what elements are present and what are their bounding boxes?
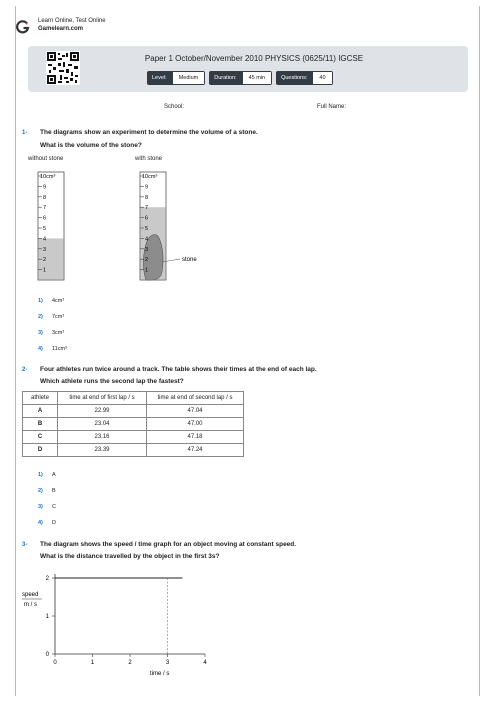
question-number-1: 1-: [22, 130, 28, 136]
table-cell: 23.04: [58, 418, 147, 431]
cylinder-tick-label: 9: [43, 184, 47, 191]
cylinder-with-stone: [140, 172, 197, 280]
cylinder-tick-label: 8: [145, 194, 149, 201]
table-cell: 23.39: [58, 444, 147, 457]
duration-pill: [209, 71, 272, 85]
cylinder-tick-label: 8: [43, 194, 47, 201]
table-cell: 47.04: [147, 405, 244, 418]
unit-label-left: 10cm³: [40, 174, 56, 180]
level-value: Medium: [172, 71, 206, 85]
question-1-subtext: What is the volume of the stone?: [40, 142, 142, 149]
question-number-3: 3-: [22, 542, 28, 548]
table-cell: A: [23, 405, 58, 418]
table-header: athlete: [23, 392, 58, 405]
duration-value: 45 min: [242, 71, 273, 85]
x-axis-label: time / s: [150, 671, 170, 677]
question-3-text: The diagram shows the speed / time graph for an object moving at constant speed.: [40, 541, 297, 548]
option-number: 1): [38, 472, 43, 478]
table-row: [23, 405, 244, 418]
x-tick-label: 4: [203, 660, 207, 666]
level-key: Level:: [147, 71, 172, 85]
duration-key: Duration:: [209, 71, 241, 85]
cylinder-tick-label: 5: [145, 226, 149, 232]
table-cell: 22.99: [58, 405, 147, 418]
full-name-label: Full Name:: [317, 104, 347, 110]
option-text: 11cm³: [52, 346, 67, 352]
option-text: 3cm³: [52, 330, 65, 336]
question-1-text: The diagrams show an experiment to determine the volume of a stone.: [40, 129, 258, 136]
cylinder-tick-label: 6: [43, 215, 47, 222]
table-header: time at end of second lap / s: [147, 392, 244, 405]
option-number: 2): [38, 314, 43, 320]
cylinder-without-stone: [38, 172, 64, 280]
table-header: time at end of first lap / s: [58, 392, 147, 405]
table-cell: C: [23, 431, 58, 444]
y-tick-label: 2: [45, 576, 49, 582]
option-text: 7cm³: [52, 314, 65, 320]
y-axis-unit: m / s: [24, 602, 37, 608]
question-number-2: 2-: [22, 367, 28, 373]
cylinder-tick-label: 9: [145, 184, 149, 191]
option-number: 4): [38, 520, 43, 526]
questions-pill: [276, 71, 332, 85]
option-number: 1): [38, 298, 43, 304]
speed-time-graph: [18, 565, 228, 683]
table-row: [23, 444, 244, 457]
cylinder-tick-label: 5: [43, 226, 47, 232]
brand: [16, 17, 106, 34]
cylinder-tick-label: 6: [145, 215, 149, 222]
x-tick-label: 1: [90, 660, 95, 666]
x-tick-label: 3: [165, 660, 170, 666]
table-cell: 47.24: [147, 444, 244, 457]
table-row: [23, 431, 244, 444]
table-cell: D: [23, 444, 58, 457]
unit-label-right: 10cm³: [142, 174, 158, 180]
option-text: B: [52, 488, 56, 494]
cylinder-tick-label: 1: [145, 267, 149, 274]
q2-option-2[interactable]: [38, 488, 56, 494]
x-tick-label: 2: [128, 660, 132, 666]
option-number: 3): [38, 330, 43, 336]
q2-option-3[interactable]: [38, 504, 56, 510]
level-pill: [147, 71, 205, 85]
school-label: School:: [164, 104, 185, 110]
gamelearn-logo-icon: [16, 20, 30, 34]
cylinder-tick-label: 3: [145, 246, 149, 253]
paper-meta: [147, 71, 333, 85]
lap-times-table: [22, 391, 244, 457]
stone-label: stone: [182, 257, 197, 263]
cylinder-tick-label: 3: [43, 246, 47, 253]
q2-option-1[interactable]: [38, 472, 56, 478]
option-text: C: [52, 504, 56, 510]
option-number: 2): [38, 488, 43, 494]
option-text: A: [52, 472, 56, 478]
question-3-subtext: What is the distance travelled by the object in the first 3s?: [40, 553, 220, 560]
cylinder-tick-label: 2: [145, 257, 149, 264]
questions-key: Questions:: [276, 71, 312, 85]
q1-option-2[interactable]: [38, 314, 64, 320]
option-number: 4): [38, 346, 43, 352]
question-2-subtext: Which athlete runs the second lap the fastest?: [40, 378, 184, 385]
brand-site: Gamelearn.com: [38, 26, 84, 32]
table-cell: B: [23, 418, 58, 431]
cylinder-tick-label: 2: [43, 257, 47, 264]
q1-option-3[interactable]: [38, 330, 64, 336]
paper-header: [28, 46, 468, 92]
option-text: D: [52, 520, 56, 526]
brand-tagline: Learn Online, Test Online: [38, 18, 106, 24]
cylinder-tick-label: 7: [145, 205, 149, 212]
y-axis-label: speed: [22, 592, 39, 598]
caption-without-stone: without stone: [28, 156, 64, 162]
x-tick-label: 0: [53, 660, 57, 666]
table-header-row: [23, 392, 244, 405]
table-cell: 47.00: [147, 418, 244, 431]
q2-option-4[interactable]: [38, 520, 56, 526]
option-text: 4cm³: [52, 298, 65, 304]
q1-option-4[interactable]: [38, 346, 67, 352]
table-row: [23, 418, 244, 431]
table-cell: 47.18: [147, 431, 244, 444]
cylinder-tick-label: 4: [43, 236, 47, 243]
y-tick-label: 1: [45, 614, 49, 620]
questions-value: 40: [312, 71, 332, 85]
option-number: 3): [38, 504, 43, 510]
y-tick-label: 0: [45, 652, 49, 658]
paper-title: Paper 1 October/November 2010 PHYSICS (0625/11) IGCSE: [144, 54, 364, 63]
table-cell: 23.16: [58, 431, 147, 444]
q1-option-1[interactable]: [38, 298, 64, 304]
measuring-cylinders-diagram: [28, 168, 218, 288]
cylinder-tick-label: 4: [145, 236, 149, 243]
cylinder-tick-label: 1: [43, 267, 47, 274]
question-2-text: Four athletes run twice around a track. The table shows their times at the end of each lap.: [40, 366, 317, 373]
cylinder-tick-label: 7: [43, 205, 47, 212]
caption-with-stone: with stone: [135, 156, 163, 162]
